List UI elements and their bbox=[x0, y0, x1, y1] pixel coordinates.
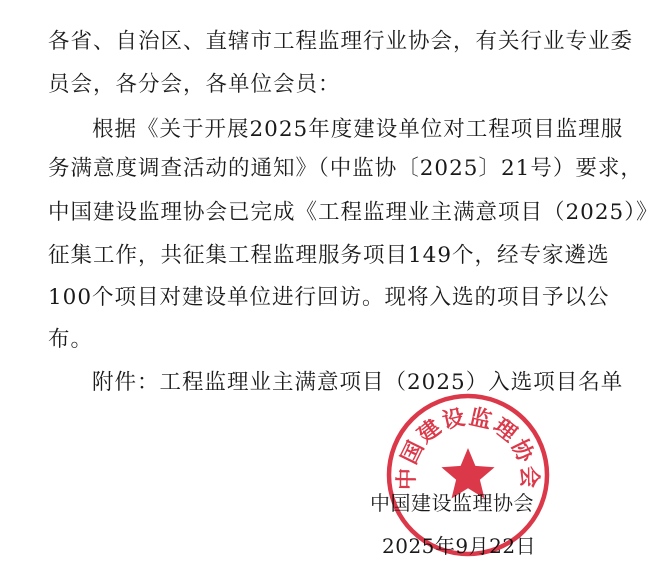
official-seal bbox=[385, 392, 551, 558]
attachment-line: 附件：工程监理业主满意项目（2025）入选项目名单 bbox=[92, 370, 624, 395]
body-line-2: 务满意度调查活动的通知》（中监协〔2025〕21号）要求， bbox=[48, 156, 643, 181]
body-line-4: 征集工作，共征集工程监理服务项目149个，经专家遴选 bbox=[48, 243, 610, 268]
signature-organization: 中国建设监理协会 bbox=[370, 491, 534, 515]
body-line-1: 根据《关于开展2025年度建设单位对工程项目监理服 bbox=[92, 117, 624, 142]
seal-text: 中国建设监理协会 bbox=[394, 404, 542, 491]
body-line-3: 中国建设监理协会已完成《工程监理业主满意项目（2025）》 bbox=[48, 200, 659, 225]
salutation-line-1: 各省、自治区、直辖市工程监理行业协会，有关行业专业委 bbox=[48, 29, 634, 54]
body-line-6: 布。 bbox=[48, 327, 94, 352]
signature-date: 2025年9月22日 bbox=[382, 534, 537, 558]
body-line-5: 100个项目对建设单位进行回访。现将入选的项目予以公 bbox=[48, 285, 610, 310]
star-icon bbox=[441, 448, 494, 499]
salutation-line-2: 员会，各分会，各单位会员： bbox=[48, 72, 341, 97]
